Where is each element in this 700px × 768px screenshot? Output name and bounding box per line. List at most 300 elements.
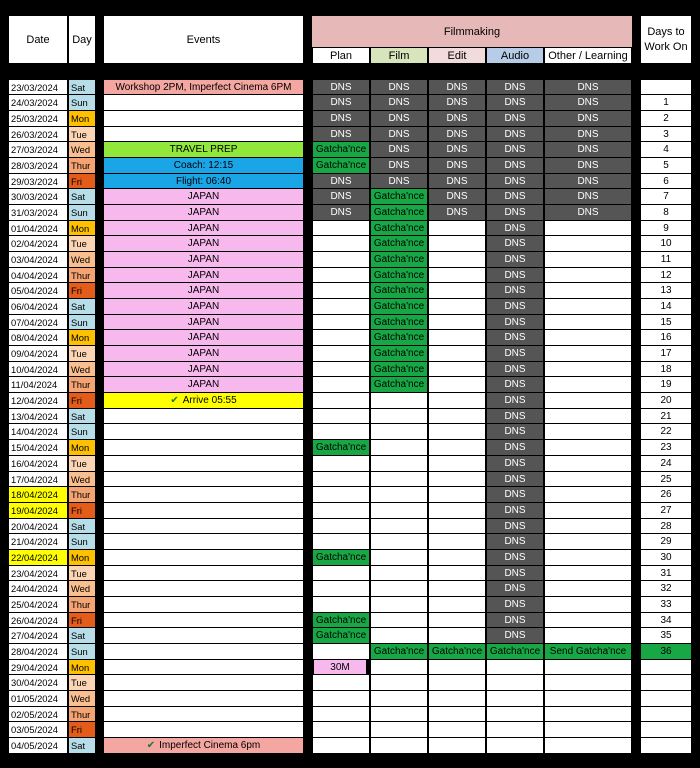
event-label: Arrive 05:55 <box>182 395 237 406</box>
subheader-audio: Audio <box>487 48 543 63</box>
day-cell: Fri <box>69 283 95 298</box>
edit-cell <box>429 236 485 251</box>
event-cell <box>104 550 303 565</box>
checkmark-icon: ✔ <box>170 395 179 406</box>
film-cell: Gatcha'nce <box>371 644 427 659</box>
day-cell: Sat <box>69 519 95 533</box>
plan-cell <box>313 581 369 596</box>
day-cell: Sat <box>69 80 95 94</box>
film-cell: Gatcha'nce <box>371 362 427 376</box>
audio-cell: DNS <box>487 393 543 408</box>
date-cell: 03/05/2024 <box>9 722 67 737</box>
days-count-cell <box>641 738 691 753</box>
day-cell: Thur <box>69 707 95 721</box>
day-cell: Thur <box>69 268 95 282</box>
event-cell <box>104 644 303 659</box>
other-learning-cell <box>545 722 631 737</box>
day-cell: Sun <box>69 644 95 659</box>
days-count-cell <box>641 80 691 94</box>
event-cell <box>104 142 303 157</box>
days-count-cell: 15 <box>641 315 691 329</box>
date-cell: 08/04/2024 <box>9 330 67 345</box>
plan-cell: Gatcha'nce <box>313 158 369 173</box>
plan-cell <box>313 472 369 486</box>
days-count-cell <box>641 660 691 674</box>
event-cell <box>104 707 303 721</box>
film-cell: Gatcha'nce <box>371 283 427 298</box>
other-learning-cell <box>545 299 631 314</box>
event-cell <box>104 393 303 408</box>
other-learning-cell: DNS <box>545 205 631 220</box>
other-learning-cell <box>545 534 631 549</box>
day-cell: Tue <box>69 456 95 471</box>
plan-cell <box>313 644 369 659</box>
event-cell <box>104 534 303 549</box>
edit-cell <box>429 221 485 235</box>
event-cell <box>104 205 303 220</box>
days-count-cell: 19 <box>641 377 691 392</box>
film-cell <box>371 722 427 737</box>
other-learning-cell <box>545 503 631 518</box>
event-cell <box>104 95 303 110</box>
edit-cell <box>429 330 485 345</box>
days-count-cell: 18 <box>641 362 691 376</box>
other-learning-cell <box>545 597 631 612</box>
event-cell <box>104 346 303 361</box>
days-count-cell: 31 <box>641 566 691 580</box>
edit-cell <box>429 252 485 267</box>
audio-cell: DNS <box>487 487 543 502</box>
event-label: JAPAN <box>187 332 220 343</box>
audio-cell <box>487 691 543 706</box>
edit-cell <box>429 299 485 314</box>
date-cell: 02/05/2024 <box>9 707 67 721</box>
day-cell: Mon <box>69 660 95 674</box>
date-cell: 01/04/2024 <box>9 221 67 235</box>
edit-cell <box>429 268 485 282</box>
audio-cell <box>487 722 543 737</box>
date-cell: 27/04/2024 <box>9 628 67 643</box>
date-cell: 16/04/2024 <box>9 456 67 471</box>
event-label: JAPAN <box>187 348 220 359</box>
day-cell: Tue <box>69 566 95 580</box>
days-count-cell: 28 <box>641 519 691 533</box>
subheader-plan: Plan <box>313 48 369 63</box>
days-count-cell <box>641 691 691 706</box>
other-learning-cell <box>545 613 631 627</box>
audio-cell: DNS <box>487 440 543 455</box>
audio-cell: DNS <box>487 550 543 565</box>
edit-cell <box>429 362 485 376</box>
event-cell <box>104 299 303 314</box>
edit-cell <box>429 722 485 737</box>
plan-cell <box>313 393 369 408</box>
days-count-cell: 32 <box>641 581 691 596</box>
film-cell <box>371 409 427 423</box>
other-learning-cell: DNS <box>545 80 631 94</box>
audio-cell: DNS <box>487 315 543 329</box>
event-cell <box>104 660 303 674</box>
other-learning-cell <box>545 628 631 643</box>
edit-cell <box>429 597 485 612</box>
other-learning-cell <box>545 707 631 721</box>
day-cell: Wed <box>69 472 95 486</box>
date-cell: 05/04/2024 <box>9 283 67 298</box>
event-label: Imperfect Cinema 6pm <box>159 740 261 751</box>
edit-cell <box>429 660 485 674</box>
checkmark-icon: ✔ <box>146 740 156 751</box>
other-learning-cell <box>545 581 631 596</box>
film-cell <box>371 393 427 408</box>
other-learning-cell <box>545 550 631 565</box>
days-count-cell: 6 <box>641 174 691 188</box>
film-cell: Gatcha'nce <box>371 315 427 329</box>
film-cell <box>371 581 427 596</box>
audio-cell: DNS <box>487 377 543 392</box>
edit-cell <box>429 613 485 627</box>
date-cell: 04/04/2024 <box>9 268 67 282</box>
days-count-cell: 35 <box>641 628 691 643</box>
other-learning-cell: DNS <box>545 127 631 141</box>
edit-cell: DNS <box>429 127 485 141</box>
film-cell: DNS <box>371 142 427 157</box>
header-date: Date <box>9 16 67 63</box>
days-count-cell <box>641 675 691 690</box>
film-cell <box>371 456 427 471</box>
days-count-cell: 10 <box>641 236 691 251</box>
day-cell: Wed <box>69 581 95 596</box>
date-cell: 02/04/2024 <box>9 236 67 251</box>
event-cell <box>104 566 303 580</box>
other-learning-cell: DNS <box>545 95 631 110</box>
other-learning-cell <box>545 252 631 267</box>
date-cell: 13/04/2024 <box>9 409 67 423</box>
days-count-cell: 30 <box>641 550 691 565</box>
other-learning-cell <box>545 377 631 392</box>
other-learning-cell <box>545 283 631 298</box>
audio-cell: DNS <box>487 519 543 533</box>
edit-cell: DNS <box>429 111 485 126</box>
other-learning-cell <box>545 472 631 486</box>
film-cell <box>371 440 427 455</box>
days-count-cell: 27 <box>641 503 691 518</box>
date-cell: 23/03/2024 <box>9 80 67 94</box>
date-cell: 30/04/2024 <box>9 675 67 690</box>
day-cell: Sat <box>69 409 95 423</box>
film-cell <box>371 597 427 612</box>
days-count-cell: 12 <box>641 268 691 282</box>
days-count-cell: 26 <box>641 487 691 502</box>
day-cell: Wed <box>69 142 95 157</box>
edit-cell <box>429 581 485 596</box>
edit-cell <box>429 393 485 408</box>
days-count-cell: 24 <box>641 456 691 471</box>
subheader-other-learning: Other / Learning <box>545 48 631 63</box>
film-cell <box>371 534 427 549</box>
audio-cell: DNS <box>487 299 543 314</box>
film-cell <box>371 519 427 533</box>
plan-cell <box>313 424 369 439</box>
days-count-cell: 34 <box>641 613 691 627</box>
plan-cell: DNS <box>313 174 369 188</box>
date-cell: 26/04/2024 <box>9 613 67 627</box>
day-cell: Sat <box>69 189 95 204</box>
other-learning-cell <box>545 346 631 361</box>
days-count-cell: 11 <box>641 252 691 267</box>
edit-cell <box>429 675 485 690</box>
day-cell: Fri <box>69 174 95 188</box>
days-count-cell: 16 <box>641 330 691 345</box>
event-label: JAPAN <box>187 222 220 234</box>
event-cell <box>104 252 303 267</box>
other-learning-cell <box>545 519 631 533</box>
edit-cell <box>429 346 485 361</box>
edit-cell <box>429 456 485 471</box>
event-cell <box>104 283 303 298</box>
plan-cell <box>313 456 369 471</box>
other-learning-cell <box>545 221 631 235</box>
date-cell: 23/04/2024 <box>9 566 67 580</box>
other-learning-cell <box>545 268 631 282</box>
days-count-cell: 5 <box>641 158 691 173</box>
film-cell: Gatcha'nce <box>371 236 427 251</box>
event-label: Flight: 06:40 <box>175 175 232 187</box>
plan-cell <box>313 409 369 423</box>
plan-cell <box>313 315 369 329</box>
edit-cell <box>429 440 485 455</box>
film-cell <box>371 660 427 674</box>
date-cell: 25/04/2024 <box>9 597 67 612</box>
plan-cell <box>313 330 369 345</box>
edit-cell <box>429 738 485 753</box>
date-cell: 09/04/2024 <box>9 346 67 361</box>
date-cell: 14/04/2024 <box>9 424 67 439</box>
header-events: Events <box>104 16 303 63</box>
audio-cell: DNS <box>487 534 543 549</box>
event-cell <box>104 613 303 627</box>
audio-cell: DNS <box>487 566 543 580</box>
edit-cell <box>429 472 485 486</box>
film-cell: Gatcha'nce <box>371 377 427 392</box>
subheader-edit: Edit <box>429 48 485 63</box>
plan-cell: DNS <box>313 205 369 220</box>
date-cell: 22/04/2024 <box>9 550 67 565</box>
other-learning-cell: DNS <box>545 142 631 157</box>
days-count-cell: 36 <box>641 644 691 659</box>
audio-cell: DNS <box>487 205 543 220</box>
edit-cell: DNS <box>429 189 485 204</box>
days-count-cell <box>641 722 691 737</box>
event-cell <box>104 691 303 706</box>
plan-cell: Gatcha'nce <box>313 440 369 455</box>
plan-cell <box>313 534 369 549</box>
film-cell <box>371 691 427 706</box>
event-label: Workshop 2PM, Imperfect Cinema 6PM <box>115 81 292 93</box>
audio-cell: DNS <box>487 330 543 345</box>
event-cell <box>104 456 303 471</box>
date-cell: 01/05/2024 <box>9 691 67 706</box>
film-cell <box>371 472 427 486</box>
audio-cell <box>487 675 543 690</box>
header-days-line1: Days to <box>647 25 685 38</box>
audio-cell: DNS <box>487 628 543 643</box>
film-cell <box>371 550 427 565</box>
event-label: JAPAN <box>187 238 220 249</box>
audio-cell: DNS <box>487 158 543 173</box>
film-cell: Gatcha'nce <box>371 268 427 282</box>
audio-cell <box>487 707 543 721</box>
edit-cell <box>429 550 485 565</box>
other-learning-cell <box>545 440 631 455</box>
plan-cell <box>313 236 369 251</box>
plan-cell: DNS <box>313 111 369 126</box>
edit-cell <box>429 534 485 549</box>
date-cell: 18/04/2024 <box>9 487 67 502</box>
date-cell: 25/03/2024 <box>9 111 67 126</box>
day-cell: Fri <box>69 393 95 408</box>
day-cell: Thur <box>69 377 95 392</box>
film-cell: Gatcha'nce <box>371 330 427 345</box>
plan-cell <box>313 597 369 612</box>
other-learning-cell <box>545 409 631 423</box>
date-cell: 31/03/2024 <box>9 205 67 220</box>
date-cell: 29/04/2024 <box>9 660 67 674</box>
other-learning-cell <box>545 393 631 408</box>
day-cell: Sun <box>69 315 95 329</box>
date-cell: 21/04/2024 <box>9 534 67 549</box>
event-label: JAPAN <box>187 363 220 375</box>
date-cell: 29/03/2024 <box>9 174 67 188</box>
audio-cell: DNS <box>487 127 543 141</box>
date-cell: 07/04/2024 <box>9 315 67 329</box>
date-cell: 04/05/2024 <box>9 738 67 753</box>
date-cell: 06/04/2024 <box>9 299 67 314</box>
film-cell: Gatcha'nce <box>371 189 427 204</box>
day-cell: Fri <box>69 503 95 518</box>
audio-cell: DNS <box>487 613 543 627</box>
film-cell <box>371 487 427 502</box>
day-cell: Thur <box>69 158 95 173</box>
audio-cell: DNS <box>487 424 543 439</box>
audio-cell: DNS <box>487 236 543 251</box>
date-cell: 30/03/2024 <box>9 189 67 204</box>
date-cell: 12/04/2024 <box>9 393 67 408</box>
film-cell <box>371 566 427 580</box>
day-cell: Sun <box>69 424 95 439</box>
plan-cell <box>313 707 369 721</box>
day-cell: Tue <box>69 127 95 141</box>
edit-cell: DNS <box>429 80 485 94</box>
days-count-cell: 3 <box>641 127 691 141</box>
day-cell: Tue <box>69 346 95 361</box>
days-count-cell: 25 <box>641 472 691 486</box>
day-cell: Tue <box>69 236 95 251</box>
audio-cell: DNS <box>487 174 543 188</box>
audio-cell: DNS <box>487 409 543 423</box>
event-label: JAPAN <box>187 379 220 390</box>
audio-cell: DNS <box>487 581 543 596</box>
film-cell <box>371 707 427 721</box>
film-cell <box>371 738 427 753</box>
other-learning-cell <box>545 660 631 674</box>
date-cell: 27/03/2024 <box>9 142 67 157</box>
days-count-cell: 8 <box>641 205 691 220</box>
days-count-cell: 29 <box>641 534 691 549</box>
edit-cell <box>429 315 485 329</box>
day-cell: Wed <box>69 691 95 706</box>
day-cell: Thur <box>69 597 95 612</box>
days-count-cell: 21 <box>641 409 691 423</box>
audio-cell: DNS <box>487 268 543 282</box>
day-cell: Mon <box>69 440 95 455</box>
film-cell <box>371 675 427 690</box>
edit-cell: DNS <box>429 205 485 220</box>
event-cell <box>104 174 303 188</box>
edit-cell <box>429 691 485 706</box>
day-cell: Tue <box>69 675 95 690</box>
header-day: Day <box>69 16 95 63</box>
date-cell: 24/04/2024 <box>9 581 67 596</box>
day-cell: Mon <box>69 550 95 565</box>
audio-cell: DNS <box>487 346 543 361</box>
audio-cell: DNS <box>487 221 543 235</box>
days-count-cell <box>641 707 691 721</box>
event-cell <box>104 487 303 502</box>
day-cell: Wed <box>69 362 95 376</box>
date-cell: 28/03/2024 <box>9 158 67 173</box>
event-cell <box>104 330 303 345</box>
other-learning-cell: DNS <box>545 174 631 188</box>
day-cell: Thur <box>69 487 95 502</box>
edit-cell <box>429 377 485 392</box>
plan-cell <box>313 299 369 314</box>
plan-cell <box>313 377 369 392</box>
day-cell: Mon <box>69 330 95 345</box>
date-cell: 10/04/2024 <box>9 362 67 376</box>
film-cell: DNS <box>371 127 427 141</box>
plan-cell: DNS <box>313 95 369 110</box>
other-learning-cell: Send Gatcha'nce <box>545 644 631 659</box>
day-cell: Sat <box>69 628 95 643</box>
other-learning-cell <box>545 315 631 329</box>
plan-cell: DNS <box>313 189 369 204</box>
event-cell <box>104 628 303 643</box>
audio-cell: DNS <box>487 189 543 204</box>
event-label: JAPAN <box>187 285 220 296</box>
plan-cell: DNS <box>313 127 369 141</box>
plan-cell <box>313 738 369 753</box>
edit-cell: DNS <box>429 174 485 188</box>
days-count-cell: 13 <box>641 283 691 298</box>
days-count-cell: 4 <box>641 142 691 157</box>
event-cell <box>104 409 303 423</box>
event-cell <box>104 127 303 141</box>
event-cell <box>104 315 303 329</box>
day-cell: Sat <box>69 299 95 314</box>
plan-cell <box>313 566 369 580</box>
days-count-cell: 17 <box>641 346 691 361</box>
event-cell <box>104 268 303 282</box>
edit-cell <box>429 566 485 580</box>
event-cell <box>104 189 303 204</box>
days-count-cell: 23 <box>641 440 691 455</box>
event-cell <box>104 722 303 737</box>
film-cell: DNS <box>371 111 427 126</box>
days-count-cell: 20 <box>641 393 691 408</box>
audio-cell: DNS <box>487 472 543 486</box>
plan-cell: Gatcha'nce <box>313 142 369 157</box>
audio-cell: DNS <box>487 283 543 298</box>
